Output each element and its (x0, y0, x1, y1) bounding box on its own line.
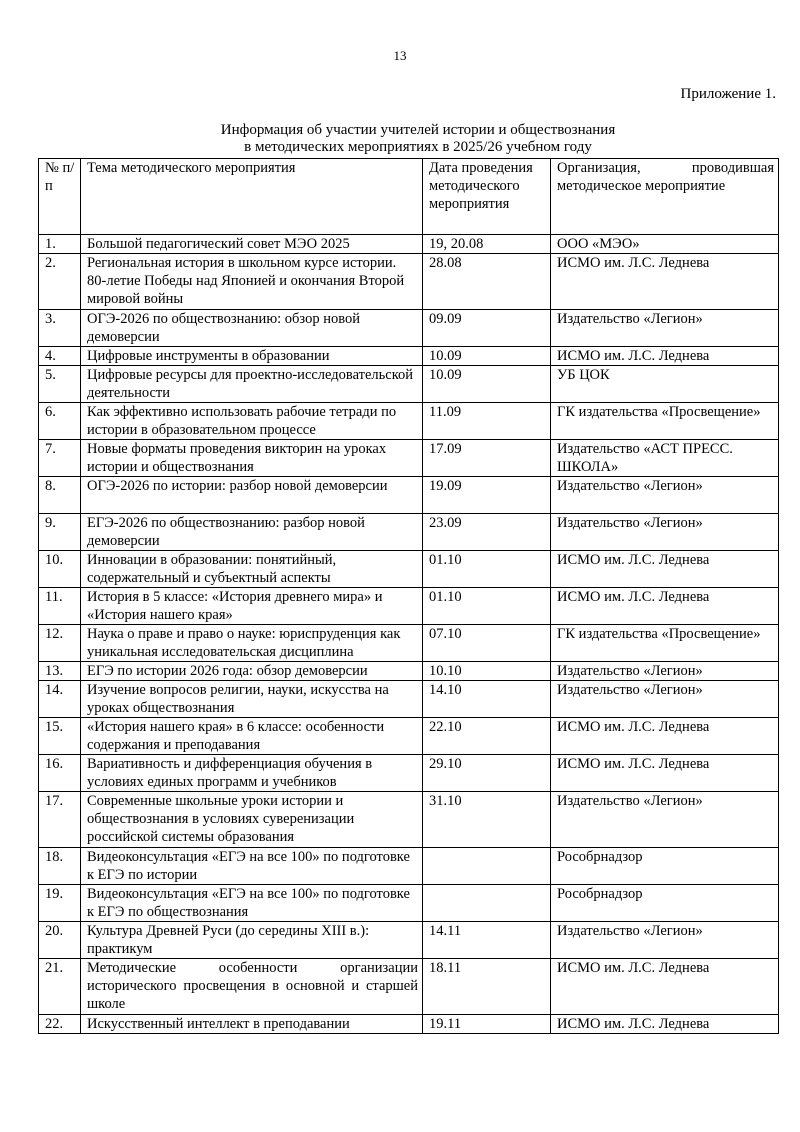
cell-date (423, 885, 551, 922)
cell-org: Издательство «Легион» (551, 514, 779, 551)
cell-topic: Методические особенности организации исторического просвещения в основной и старшей школе (81, 959, 423, 1015)
table-row (39, 885, 779, 922)
table-row (39, 551, 779, 588)
cell-topic: Региональная история в школьном курсе истории. 80-летие Победы над Японией и окончания Второй мировой войны (81, 254, 423, 310)
cell-num: 18. (39, 848, 81, 885)
cell-org: Рособрнадзор (551, 848, 779, 885)
table-row (39, 588, 779, 625)
cell-topic: Новые форматы проведения викторин на уроках истории и обществознания (81, 440, 423, 477)
cell-org: Издательство «Легион» (551, 922, 779, 959)
cell-org: Издательство «Легион» (551, 310, 779, 347)
table-row (39, 792, 779, 848)
table-row (39, 440, 779, 477)
table-row (39, 848, 779, 885)
table-row (39, 477, 779, 514)
cell-org: ИСМО им. Л.С. Леднева (551, 347, 779, 366)
events-table-body (39, 159, 779, 1034)
cell-num: 5. (39, 366, 81, 403)
cell-date: 19, 20.08 (423, 235, 551, 254)
cell-org: УБ ЦОК (551, 366, 779, 403)
table-row (39, 718, 779, 755)
cell-num: 11. (39, 588, 81, 625)
cell-num: 12. (39, 625, 81, 662)
cell-date: 10.10 (423, 662, 551, 681)
events-table (38, 158, 779, 1034)
cell-org: ИСМО им. Л.С. Леднева (551, 718, 779, 755)
cell-date: 07.10 (423, 625, 551, 662)
table-row (39, 662, 779, 681)
cell-org: ИСМО им. Л.С. Леднева (551, 755, 779, 792)
cell-org: ИСМО им. Л.С. Леднева (551, 959, 779, 1015)
document-title-line-2: в методических мероприятиях в 2025/26 учебном году (244, 139, 592, 155)
cell-org: ИСМО им. Л.С. Леднева (551, 254, 779, 310)
cell-topic: Инновации в образовании: понятийный, содержательный и субъектный аспекты (81, 551, 423, 588)
cell-date: 14.11 (423, 922, 551, 959)
cell-org: Издательство «Легион» (551, 662, 779, 681)
cell-num: 15. (39, 718, 81, 755)
table-row (39, 347, 779, 366)
cell-date: 10.09 (423, 366, 551, 403)
table-header-row (39, 159, 779, 235)
cell-topic: Видеоконсультация «ЕГЭ на все 100» по подготовке к ЕГЭ по истории (81, 848, 423, 885)
cell-num: 7. (39, 440, 81, 477)
cell-topic: Культура Древней Руси (до середины XIII в.): практикум (81, 922, 423, 959)
page-number: 13 (393, 48, 407, 63)
cell-num: 16. (39, 755, 81, 792)
cell-date: 19.09 (423, 477, 551, 514)
header-org: Организация, проводившая методическое мероприятие (551, 159, 779, 235)
cell-date: 01.10 (423, 588, 551, 625)
cell-date: 28.08 (423, 254, 551, 310)
cell-topic: ЕГЭ по истории 2026 года: обзор демоверсии (81, 662, 423, 681)
cell-topic: Цифровые инструменты в образовании (81, 347, 423, 366)
cell-topic: Вариативность и дифференциация обучения в условиях единых программ и учебников (81, 755, 423, 792)
document-title-line-1: Информация об участии учителей истории и обществознания (220, 122, 616, 138)
document-title (0, 122, 800, 156)
table-row (39, 1015, 779, 1034)
cell-org: Издательство «АСТ ПРЕСС. ШКОЛА» (551, 440, 779, 477)
cell-topic: Изучение вопросов религии, науки, искусства на уроках обществознания (81, 681, 423, 718)
cell-date: 09.09 (423, 310, 551, 347)
cell-num: 22. (39, 1015, 81, 1034)
cell-org: Издательство «Легион» (551, 477, 779, 514)
cell-num: 14. (39, 681, 81, 718)
table-row (39, 625, 779, 662)
table-row (39, 254, 779, 310)
cell-topic: Искусственный интеллект в преподавании (81, 1015, 423, 1034)
cell-topic: Видеоконсультация «ЕГЭ на все 100» по подготовке к ЕГЭ по обществознания (81, 885, 423, 922)
cell-date: 17.09 (423, 440, 551, 477)
cell-num: 13. (39, 662, 81, 681)
cell-date: 10.09 (423, 347, 551, 366)
cell-num: 4. (39, 347, 81, 366)
table-row (39, 310, 779, 347)
cell-num: 17. (39, 792, 81, 848)
cell-org: ИСМО им. Л.С. Леднева (551, 588, 779, 625)
cell-num: 19. (39, 885, 81, 922)
table-row (39, 403, 779, 440)
cell-date: 14.10 (423, 681, 551, 718)
header-date: Дата проведения методического мероприятия (423, 159, 551, 235)
cell-num: 1. (39, 235, 81, 254)
cell-topic: Цифровые ресурсы для проектно-исследовательской деятельности (81, 366, 423, 403)
cell-topic: Наука о праве и право о науке: юриспруденция как уникальная исследовательская дисциплина (81, 625, 423, 662)
cell-num: 6. (39, 403, 81, 440)
appendix-label: Приложение 1. (680, 86, 776, 102)
cell-org: ООО «МЭО» (551, 235, 779, 254)
table-row (39, 681, 779, 718)
cell-org: Издательство «Легион» (551, 792, 779, 848)
cell-topic: ОГЭ-2026 по обществознанию: обзор новой демоверсии (81, 310, 423, 347)
table-row (39, 366, 779, 403)
cell-topic: Как эффективно использовать рабочие тетради по истории в образовательном процессе (81, 403, 423, 440)
cell-org: ГК издательства «Просвещение» (551, 403, 779, 440)
table-row (39, 235, 779, 254)
table-row (39, 959, 779, 1015)
cell-org: ГК издательства «Просвещение» (551, 625, 779, 662)
cell-num: 9. (39, 514, 81, 551)
cell-topic: «История нашего края» в 6 классе: особенности содержания и преподавания (81, 718, 423, 755)
table-row (39, 755, 779, 792)
cell-num: 3. (39, 310, 81, 347)
cell-num: 20. (39, 922, 81, 959)
header-topic: Тема методического мероприятия (81, 159, 423, 235)
cell-topic: Большой педагогический совет МЭО 2025 (81, 235, 423, 254)
cell-date (423, 848, 551, 885)
cell-num: 2. (39, 254, 81, 310)
cell-date: 31.10 (423, 792, 551, 848)
cell-topic: ОГЭ-2026 по истории: разбор новой демоверсии (81, 477, 423, 514)
cell-org: ИСМО им. Л.С. Леднева (551, 1015, 779, 1034)
cell-date: 29.10 (423, 755, 551, 792)
cell-date: 01.10 (423, 551, 551, 588)
cell-topic: Современные школьные уроки истории и обществознания в условиях суверенизации российской системы образования (81, 792, 423, 848)
cell-date: 23.09 (423, 514, 551, 551)
cell-org: ИСМО им. Л.С. Леднева (551, 551, 779, 588)
table-row (39, 514, 779, 551)
cell-date: 19.11 (423, 1015, 551, 1034)
cell-date: 11.09 (423, 403, 551, 440)
cell-org: Издательство «Легион» (551, 681, 779, 718)
cell-num: 8. (39, 477, 81, 514)
cell-date: 18.11 (423, 959, 551, 1015)
cell-num: 10. (39, 551, 81, 588)
table-row (39, 922, 779, 959)
cell-topic: История в 5 классе: «История древнего мира» и «История нашего края» (81, 588, 423, 625)
header-num: № п/п (39, 159, 81, 235)
cell-num: 21. (39, 959, 81, 1015)
cell-date: 22.10 (423, 718, 551, 755)
cell-topic: ЕГЭ-2026 по обществознанию: разбор новой демоверсии (81, 514, 423, 551)
cell-org: Рособрнадзор (551, 885, 779, 922)
